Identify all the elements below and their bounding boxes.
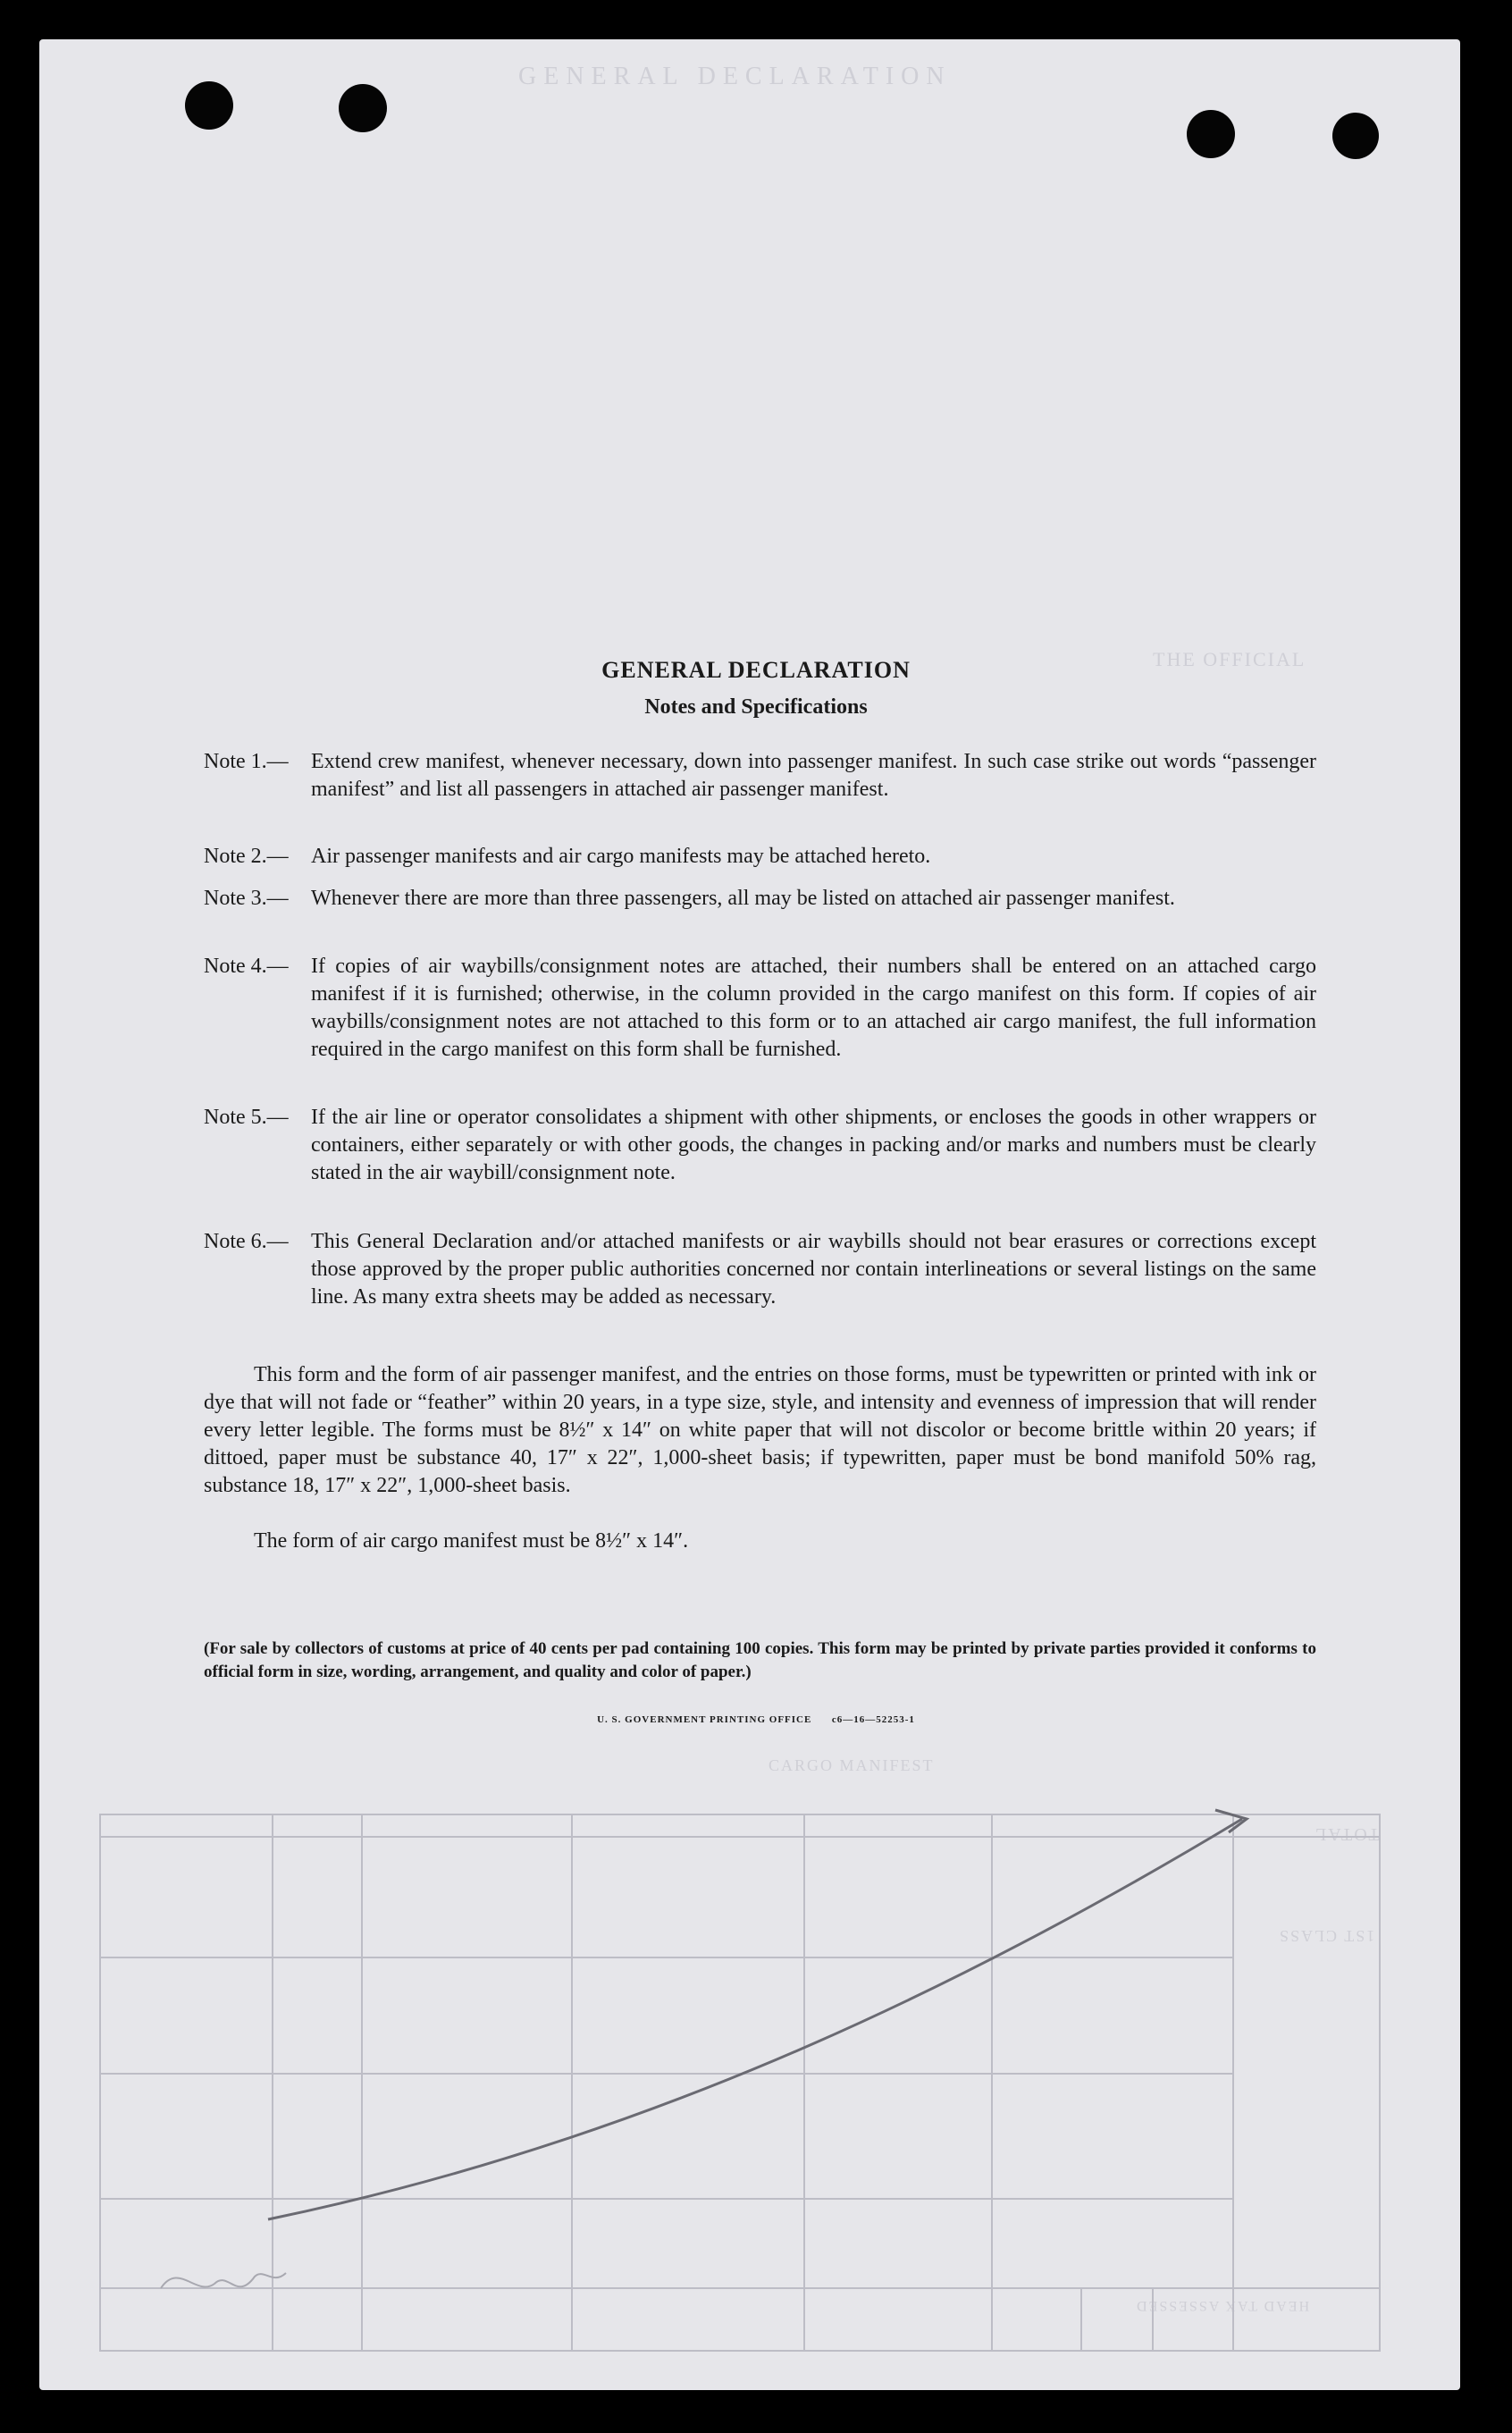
note-text: If the air line or operator consolidates a shipment with other shipments, or encloses the goods in other wrappers or containers, either separately or with other goods, the changes in packing and/or marks and numbers must be clearly stated in the air waybill/consignment note. — [311, 1106, 1316, 1184]
sale-notice: (For sale by collectors of customs at price of 40 cents per pad containing 100 copies. This form may be printed by private parties provided it conforms to official form in size, wording, arrangement, and quality and color of paper.) — [204, 1639, 1316, 1681]
note-label: Note 5.— — [204, 1106, 289, 1129]
note-text: Extend crew manifest, whenever necessary, down into passenger manifest. In such case strike out words “passenger manifest” and list all passengers in attached air passenger manifest. — [311, 750, 1316, 801]
document-subtitle: Notes and Specifications — [644, 695, 868, 719]
note-text: This General Declaration and/or attached manifests or air waybills should not bear erasures or corrections except those approved by the proper public authorities concerned nor contain interlineations or several listings on the same line. As many extra sheets may be added as necessary. — [311, 1230, 1316, 1309]
show-through-title: GENERAL DECLARATION — [518, 63, 952, 90]
note-label: Note 1.— — [204, 750, 289, 773]
document-title: GENERAL DECLARATION — [601, 657, 911, 683]
show-through-cargo: CARGO MANIFEST — [769, 1756, 935, 1774]
show-through-total: TOTAL — [1314, 1824, 1380, 1844]
show-through-class: 1ST CLASS — [1278, 1927, 1375, 1945]
cargo-form-size: The form of air cargo manifest must be 8½″ x 14″. — [254, 1529, 689, 1553]
show-through-head-tax: HEAD TAX ASSESSED — [1135, 2298, 1310, 2313]
pen-stroke — [268, 1819, 1242, 2219]
show-through-official: THE OFFICIAL — [1153, 648, 1306, 670]
pen-stroke-hook — [1215, 1810, 1247, 1832]
note-label: Note 6.— — [204, 1230, 289, 1253]
note-text: Air passenger manifests and air cargo manifests may be attached hereto. — [311, 845, 931, 868]
faint-signature — [161, 2273, 286, 2288]
note-label: Note 4.— — [204, 955, 289, 978]
note-text: If copies of air waybills/consignment notes are attached, their numbers shall be entered on an attached cargo manifest if it is furnished; otherwise, in the column provided in the cargo manifest on this form. If copies of air waybills/consignment notes are not attached to this form or to an attached air cargo manifest, the full information required in the cargo manifest on this form shall be furnished. — [311, 955, 1316, 1061]
note-text: Whenever there are more than three passengers, all may be listed on attached air passenger manifest. — [311, 887, 1175, 910]
note-label: Note 2.— — [204, 845, 289, 868]
printer-imprint: U. S. GOVERNMENT PRINTING OFFICE c6—16—52253-1 — [597, 1714, 915, 1725]
form-specification: This form and the form of air passenger manifest, and the entries on those forms, must be typewritten or printed with ink or dye that will not fade or “feather” within 20 years, in a type size, style, and intensity and evenness of impression that will render every letter legible. The forms must be 8½″ x 14″ on white paper that will not discolor or become brittle within 20 years; if dittoed, paper must be substance 40, 17″ x 22″, 1,000-sheet basis; if typewritten, paper must be bond manifold 50% rag, substance 18, 17″ x 22″, 1,000-sheet basis. — [204, 1363, 1316, 1497]
note-label: Note 3.— — [204, 887, 289, 910]
